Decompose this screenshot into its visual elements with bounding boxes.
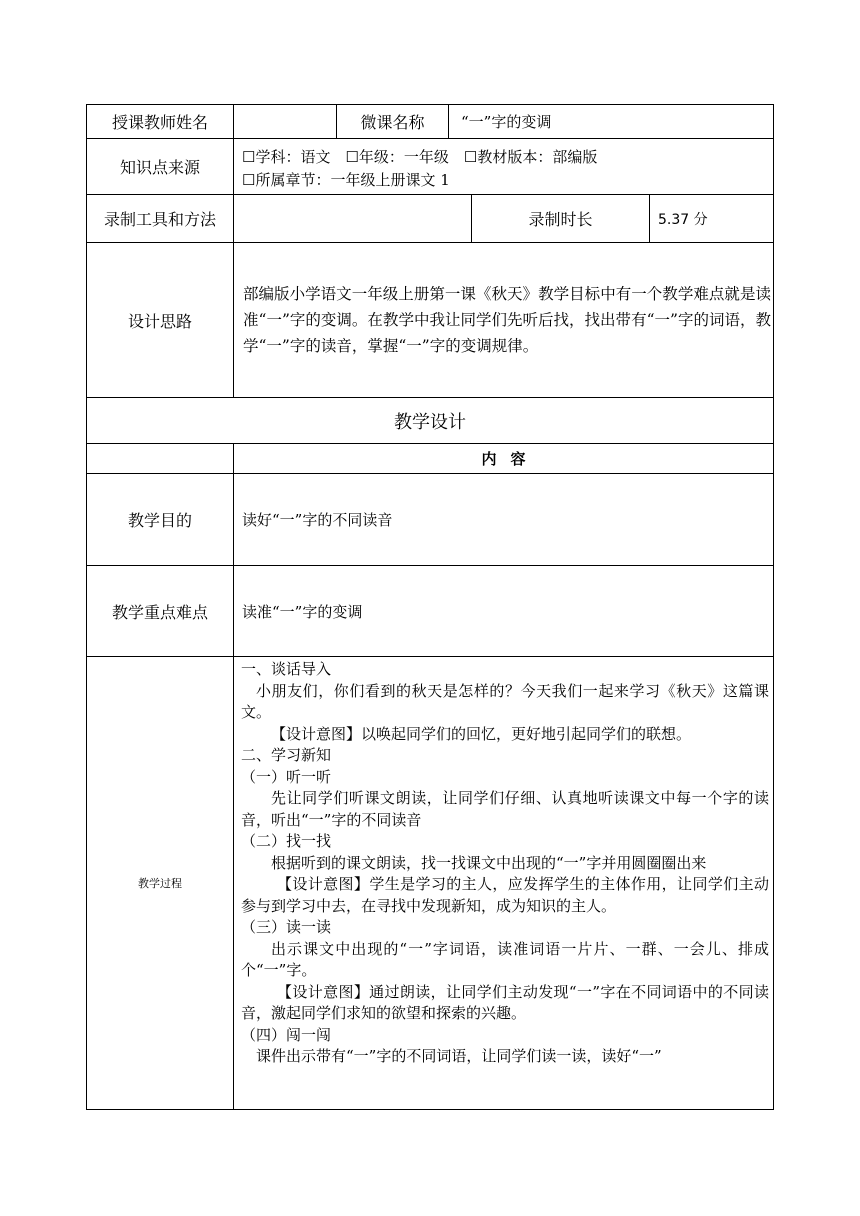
design-idea-row [87, 243, 773, 398]
recording-tool-value[interactable] [233, 195, 471, 242]
teaching-process-label: 教学过程 [138, 877, 182, 890]
teacher-name-label: 授课教师姓名 [111, 113, 208, 132]
process-paragraph: 先让同学们听课文朗读，让同学们仔细、认真地听读课文中每一个字的读音，听出“一”字的不同读音 [241, 789, 769, 829]
key-difficulty-text: 读准“一”字的变调 [233, 566, 773, 656]
duration-value[interactable]: 5.37 分 [649, 195, 773, 242]
recording-tool-label: 录制工具和方法 [103, 210, 216, 229]
content-header: 内容 [233, 444, 773, 473]
goal-row [87, 474, 773, 566]
duration-label: 录制时长 [471, 195, 649, 242]
process-paragraph: （三）读一读 [241, 918, 332, 936]
process-paragraph: 二、学习新知 [241, 746, 332, 764]
teaching-goal-label: 教学目的 [127, 511, 192, 530]
section-title-row [87, 398, 773, 444]
content-header-row [87, 444, 773, 474]
process-row [87, 657, 773, 1109]
process-paragraph: 根据听到的课文朗读，找一找课文中出现的“一”字并用圆圈圈出来 [271, 853, 707, 872]
knowledge-source-label: 知识点来源 [119, 158, 200, 177]
teacher-name-value[interactable] [233, 105, 336, 138]
design-idea-label: 设计思路 [127, 311, 192, 331]
teacher-row [87, 105, 773, 139]
teaching-goal-text: 读好“一”字的不同读音 [233, 474, 773, 565]
process-paragraph: 【设计意图】以唤起同学们的回忆，更好地引起同学们的联想。 [271, 724, 692, 743]
process-paragraph: 一、谈话导入 [241, 660, 332, 678]
process-paragraph: 【设计意图】学生是学习的主人，应发挥学生的主体作用，让同学们主动参与到学习中去，在寻找中发现新知，成为知识的主人。 [241, 875, 769, 915]
tool-row [87, 195, 773, 243]
teaching-process-text [233, 657, 773, 1109]
source-line-1: ☐学科：语文 ☐年级：一年级 ☐教材版本：部编版 [242, 148, 598, 166]
process-paragraph: （一）听一听 [241, 767, 332, 786]
process-paragraph: （四）闯一闯 [241, 1025, 332, 1044]
process-paragraph: 【设计意图】通过朗读，让同学们主动发现“一”字在不同词语中的不同读音，激起同学们求知的欲望和探索的兴趣。 [241, 982, 769, 1022]
course-name-label: 微课名称 [336, 105, 448, 138]
process-paragraph: （二）找一找 [241, 832, 332, 850]
content-header-blank [87, 444, 233, 473]
source-row [87, 139, 773, 195]
lesson-plan-table [86, 104, 774, 1110]
key-row [87, 566, 773, 657]
course-name-value[interactable]: “一”字的变调 [448, 105, 773, 138]
process-paragraph: 小朋友们，你们看到的秋天是怎样的？今天我们一起来学习《秋天》这篇课文。 [241, 681, 769, 721]
process-paragraph: 出示课文中出现的“一”字词语，读准词语一片片、一群、一会儿、排成个“一”字。 [241, 939, 769, 979]
section-title: 教学设计 [394, 411, 466, 433]
key-difficulty-label: 教学重点难点 [111, 602, 208, 622]
process-paragraph: 课件出示带有“一”字的不同词语，让同学们读一读，读好“一” [256, 1047, 662, 1065]
source-line-2: ☐所属章节：一年级上册课文 1 [242, 171, 450, 189]
knowledge-source-value [233, 139, 773, 194]
design-idea-text: 部编版小学语文一年级上册第一课《秋天》教学目标中有一个教学难点就是读准“一”字的变调。在教学中我让同学们先听后找，找出带有“一”字的词语，教学“一”字的读音，掌握“一”字的变调规律。 [233, 243, 773, 397]
